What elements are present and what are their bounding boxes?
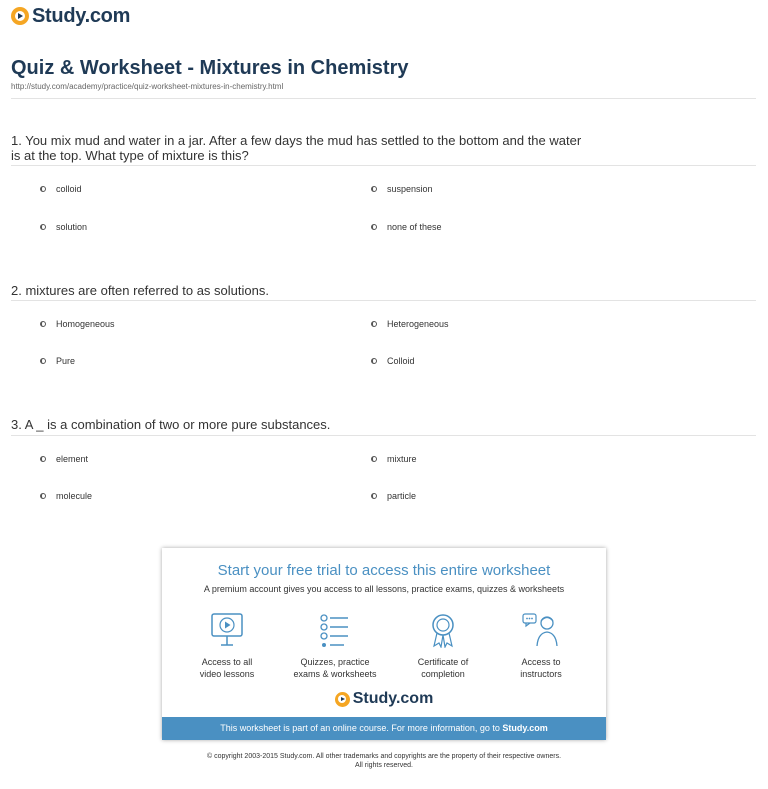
feature-label-line1: Access to [521,657,561,667]
video-lesson-icon [210,612,244,648]
option-label: mixture [387,454,417,464]
divider [11,435,756,436]
question-1-text-line2: is at the top. What type of mixture is this? [11,148,249,163]
question-1-text-line1: 1. You mix mud and water in a jar. After a few days the mud has settled to the bottom and the water [11,133,582,148]
feature-label-line1: Certificate of [417,657,469,667]
free-trial-subtitle: A premium account gives you access to all lessons, practice exams, quizzes & worksheets [203,584,565,594]
radio-button[interactable] [371,358,377,364]
option-label: suspension [387,184,433,194]
banner-text: This worksheet is part of an online course. For more information, go to [220,723,503,733]
q1-option-c[interactable] [40,222,87,232]
option-label: particle [387,491,417,501]
divider [11,98,756,99]
radio-button[interactable] [371,186,377,192]
radio-button[interactable] [371,493,377,499]
q2-option-d[interactable] [371,356,415,366]
study-logo-icon [335,692,350,707]
radio-button[interactable] [371,224,377,230]
feature-label-line1: Access to all [201,657,253,667]
q1-option-b[interactable] [371,184,433,194]
radio-button[interactable] [40,186,46,192]
copyright-line2: All rights reserved. [355,762,413,769]
q1-option-a[interactable] [40,184,82,194]
radio-button[interactable] [371,456,377,462]
q3-option-b[interactable] [371,454,417,464]
option-label: Heterogeneous [387,319,449,329]
question-3-text: 3. A _ is a combination of two or more pure substances. [11,417,331,432]
study-logo[interactable] [11,5,130,27]
divider [11,165,756,166]
option-label: solution [56,222,88,232]
page-url: http://study.com/academy/practice/quiz-worksheet-mixtures-in-chemistry.html [11,82,284,91]
feature-label-line2: instructors [520,669,562,679]
feature-label-line2: completion [421,669,465,679]
question-2-text: 2. mixtures are often referred to as solutions. [11,283,269,298]
option-label: colloid [56,184,82,194]
option-label: Homogeneous [56,319,115,329]
q3-option-a[interactable] [40,454,88,464]
radio-button[interactable] [40,358,46,364]
question-2 [11,283,651,298]
q1-option-d[interactable] [371,222,442,232]
feature-quizzes [280,612,390,680]
divider [11,300,756,301]
free-trial-card [162,548,606,740]
card-study-logo[interactable] [162,690,606,708]
study-logo-text: Study.com [352,690,434,707]
feature-video-lessons [172,612,282,680]
radio-button[interactable] [40,456,46,462]
q2-option-b[interactable] [371,319,449,329]
feature-label-line1: Quizzes, practice [300,657,370,667]
banner-link[interactable]: Study.com [502,723,548,733]
option-label: Pure [56,356,76,366]
q2-option-a[interactable] [40,319,115,329]
course-info-banner [162,717,606,740]
copyright-line1: © copyright 2003-2015 Study.com. All other trademarks and copyrights are the property of their respective owners. [206,753,562,760]
quiz-list-icon [318,612,352,648]
instructor-icon [522,612,560,648]
feature-instructors [486,612,596,680]
radio-button[interactable] [371,321,377,327]
q2-option-c[interactable] [40,356,75,366]
study-logo-icon [11,7,29,25]
question-1 [11,133,651,163]
q3-option-d[interactable] [371,491,416,501]
feature-label-line2: exams & worksheets [293,669,377,679]
page-title: Quiz & Worksheet - Mixtures in Chemistry [11,57,409,79]
copyright-footer [0,752,768,770]
free-trial-title[interactable]: Start your free trial to access this entire worksheet [217,562,551,579]
option-label: none of these [387,222,442,232]
feature-certificate [388,612,498,680]
certificate-icon [426,612,460,648]
q3-option-c[interactable] [40,491,92,501]
option-label: molecule [56,491,93,501]
option-label: element [56,454,89,464]
feature-label-line2: video lessons [199,669,255,679]
option-label: Colloid [387,356,415,366]
radio-button[interactable] [40,321,46,327]
radio-button[interactable] [40,224,46,230]
radio-button[interactable] [40,493,46,499]
question-3 [11,417,651,432]
study-logo-text: Study.com [32,4,131,27]
